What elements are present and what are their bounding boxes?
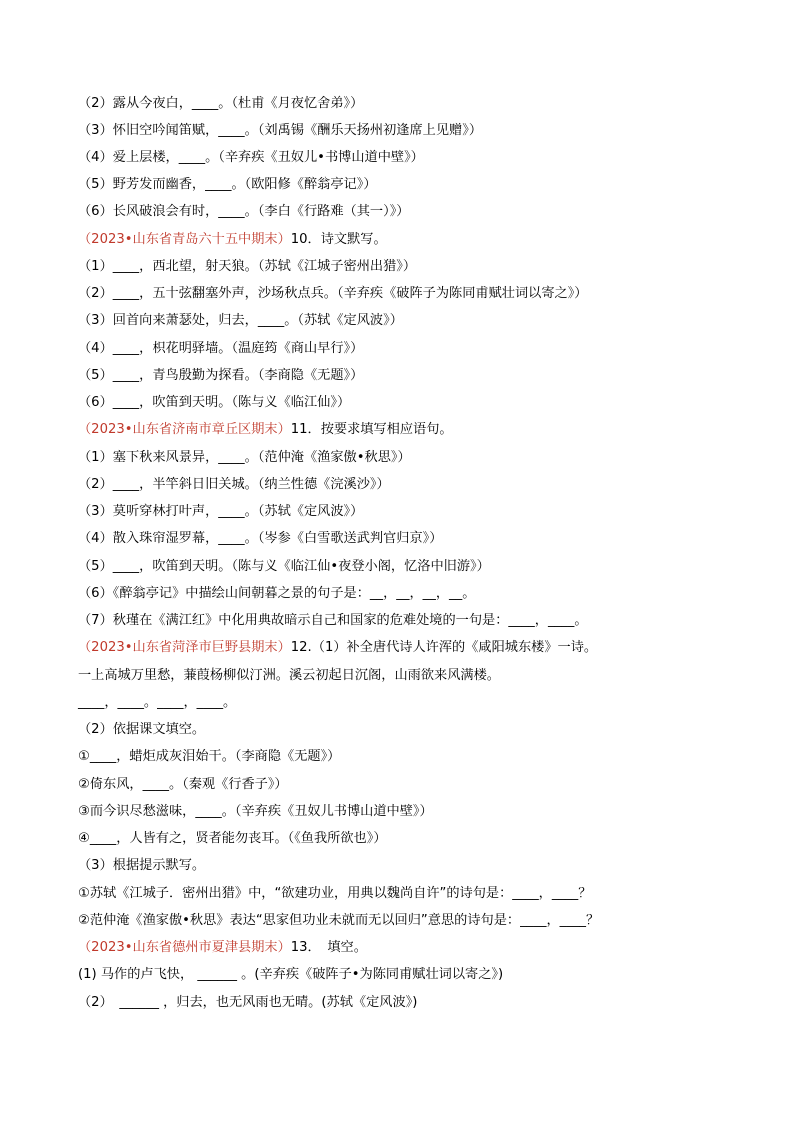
question-header: （2023•山东省菏泽市巨野县期末）12.（1）补全唐代诗人许浑的《咸阳城东楼》一诗。 bbox=[78, 640, 598, 655]
text-line: （3）回首向来萧瑟处，归去，____。（苏轼《定风波》） bbox=[78, 313, 403, 328]
text-line: （4）____，枳花明驿墙。（温庭筠《商山早行》） bbox=[78, 341, 364, 356]
text-line: (1) 马作的卢飞快， ______ 。(辛弃疾《破阵子•为陈同甫赋壮词以寄之》) bbox=[78, 967, 504, 982]
text-line: （5）____，吹笛到天明。（陈与义《临江仙•夜登小阁，忆洛中旧游》） bbox=[78, 559, 490, 574]
poem-line: 一上高城万里愁，蒹葭杨柳似汀洲。溪云初起日沉阁，山雨欲来风满楼。 bbox=[78, 668, 500, 683]
text-line: （6）《醉翁亭记》中描绘山间朝暮之景的句子是：__，__，__，__。 bbox=[78, 586, 476, 601]
text-line: （2）____，五十弦翻塞外声，沙场秋点兵。（辛弃疾《破阵子为陈同甫赋壮词以寄之》） bbox=[78, 286, 588, 301]
source-tag: （2023•山东省济南市章丘区期末） bbox=[78, 422, 291, 437]
text-line: （2）依据课文填空。 bbox=[78, 722, 206, 737]
text-line: （4）爱上层楼，____。（辛弃疾《丑奴儿•书博山道中壁》） bbox=[78, 150, 424, 165]
text-line: ②倚东风，____。（秦观《行香子》） bbox=[78, 777, 288, 792]
text-line: （6）____，吹笛到天明。（陈与义《临江仙》） bbox=[78, 395, 351, 410]
text-line: ④____，人皆有之，贤者能勿丧耳。（《鱼我所欲也》） bbox=[78, 831, 387, 846]
text-line: ③而今识尽愁滋味，____。（辛弃疾《丑奴儿书博山道中壁》） bbox=[78, 804, 433, 819]
text-line: （2） ______ ，归去，也无风雨也无晴。(苏轼《定风波》) bbox=[78, 995, 418, 1010]
text-line: （1）塞下秋来风景异，____。（范仲淹《渔家傲•秋思》） bbox=[78, 450, 411, 465]
text-line: （3）根据提示默写。 bbox=[78, 858, 206, 873]
text-line: （5）野芳发而幽香，____。（欧阳修《醉翁亭记》） bbox=[78, 177, 377, 192]
text-line: ①____，蜡炬成灰泪始干。（李商隐《无题》） bbox=[78, 749, 341, 764]
text-line: （3）莫听穿林打叶声，____。（苏轼《定风波》） bbox=[78, 504, 364, 519]
text-line: （5）____，青鸟殷勤为探看。（李商隐《无题》） bbox=[78, 368, 364, 383]
question-header: （2023•山东省德州市夏津县期末）13． 填空。 bbox=[78, 940, 367, 955]
text-line: ①苏轼《江城子．密州出猎》中，“欲建功业，用典以魏尚自许”的诗句是：____，____？ bbox=[78, 886, 592, 901]
source-tag: （2023•山东省菏泽市巨野县期末） bbox=[78, 640, 291, 655]
text-line: （6）长风破浪会有时，____。（李白《行路难（其一）》） bbox=[78, 204, 410, 219]
text-line: ②范仲淹《渔家傲•秋思》表达“思家但功业未就而无以回归”意思的诗句是：____，____？ bbox=[78, 913, 600, 928]
question-header: （2023•山东省青岛六十五中期末）10．诗文默写。 bbox=[78, 232, 387, 247]
source-tag: （2023•山东省德州市夏津县期末） bbox=[78, 940, 291, 955]
text-line: （1）____，西北望，射天狼。（苏轼《江城子密州出猎》） bbox=[78, 259, 417, 274]
text-line: ____，____。____，____。 bbox=[78, 695, 237, 710]
text-line: （2）____，半竿斜日旧关城。（纳兰性德《浣溪沙》） bbox=[78, 477, 390, 492]
text-line: （2）露从今夜白，____。（杜甫《月夜忆舍弟》） bbox=[78, 96, 364, 111]
text-line: （7）秋瑾在《满江红》中化用典故暗示自己和国家的危难处境的一句是：____，____。 bbox=[78, 613, 588, 628]
question-header: （2023•山东省济南市章丘区期末）11．按要求填写相应语句。 bbox=[78, 422, 453, 437]
source-tag: （2023•山东省青岛六十五中期末） bbox=[78, 232, 291, 247]
text-line: （3）怀旧空吟闻笛赋，____。（刘禹锡《酬乐天扬州初逢席上见赠》） bbox=[78, 123, 483, 138]
text-line: （4）散入珠帘湿罗幕，____。（岑参《白雪歌送武判官归京》） bbox=[78, 531, 443, 546]
